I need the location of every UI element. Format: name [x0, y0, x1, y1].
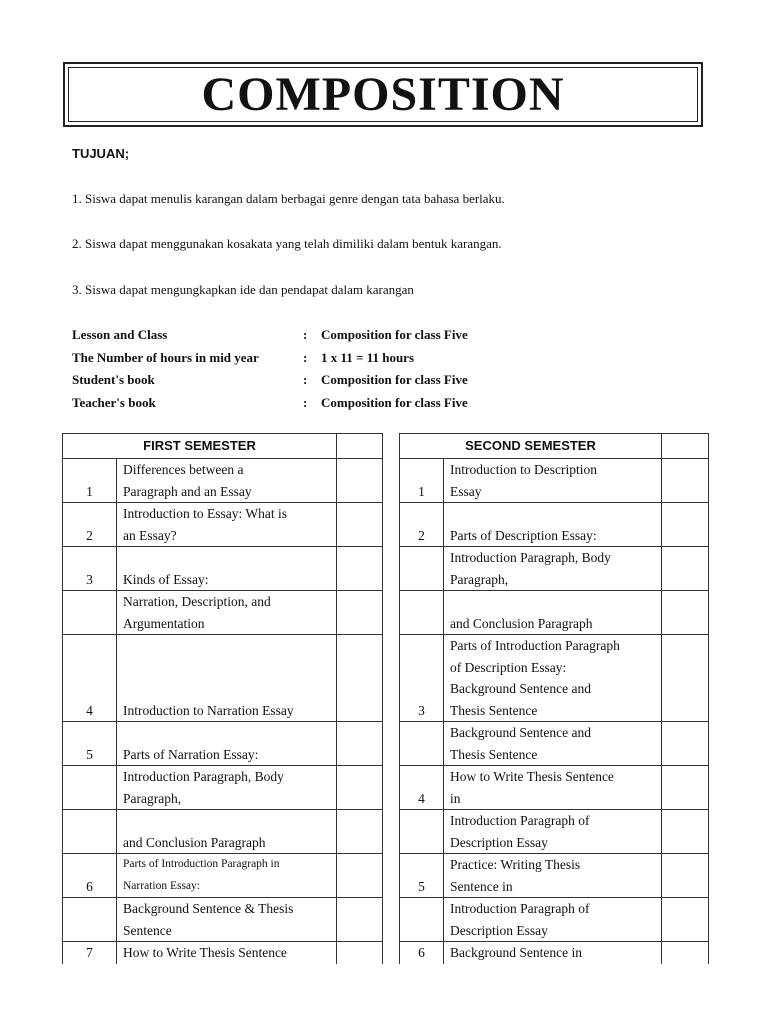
topic-line [450, 591, 655, 613]
info-value: Composition for class Five [321, 327, 468, 342]
info-value: Composition for class Five [321, 372, 468, 387]
table-row [63, 810, 383, 854]
info-colon: : [303, 395, 308, 410]
topic-line [123, 678, 330, 700]
topic-cell [117, 810, 337, 854]
blank-cell [337, 503, 383, 547]
info-colon: : [303, 327, 308, 342]
topic-line: Parts of Introduction Paragraph in [123, 858, 280, 870]
topic-cell [444, 503, 662, 547]
blank-cell [337, 942, 383, 964]
info-label: The Number of hours in mid year [72, 350, 259, 365]
table-row [400, 635, 709, 722]
objective-2: 2. Siswa dapat menggunakan kosakata yang telah dimiliki dalam bentuk karangan. [72, 236, 502, 251]
info-value: Composition for class Five [321, 395, 468, 410]
topic-cell [444, 722, 662, 766]
topic-line: Kinds of Essay: [123, 571, 209, 587]
week-number [400, 547, 444, 591]
topic-line: Sentence [123, 922, 172, 938]
topic-line: Background Sentence and [450, 725, 591, 740]
topic-line: Paragraph, [450, 571, 509, 587]
table-row [63, 503, 383, 547]
topic-line: Background Sentence and [450, 681, 591, 696]
info-value: 1 x 11 = 11 hours [321, 350, 415, 365]
topic-line: Essay [450, 483, 482, 499]
topic-cell [117, 898, 337, 942]
blank-cell [662, 854, 709, 898]
week-number: 3 [63, 547, 117, 591]
table-row [63, 898, 383, 942]
topic-line: Parts of Introduction Paragraph [450, 638, 620, 653]
week-number: 1 [63, 459, 117, 503]
table-row [63, 547, 383, 591]
topic-line: Narration, Description, and [123, 594, 271, 609]
week-number: 2 [63, 503, 117, 547]
topic-line: Introduction to Essay: What is [123, 506, 287, 521]
header-blank-cell [337, 434, 383, 459]
info-label: Lesson and Class [72, 327, 168, 342]
topic-line: Paragraph, [123, 790, 182, 806]
table-row [400, 591, 709, 635]
topic-cell [444, 766, 662, 810]
blank-cell [662, 722, 709, 766]
week-number: 5 [400, 854, 444, 898]
tujuan-label: TUJUAN; [72, 146, 130, 161]
topic-line: of Description Essay: [450, 659, 567, 675]
table-row [400, 810, 709, 854]
table-header-row [63, 434, 383, 459]
topic-cell [117, 854, 337, 898]
week-number [400, 898, 444, 942]
topic-line: Parts of Description Essay: [450, 527, 597, 543]
topic-line: Parts of Narration Essay: [123, 746, 259, 762]
blank-cell [662, 459, 709, 503]
topic-line: in [450, 790, 461, 806]
topic-line: Introduction Paragraph of [450, 813, 590, 828]
topic-cell [117, 591, 337, 635]
topic-line: Sentence in [450, 878, 513, 894]
topic-line: and Conclusion Paragraph [450, 615, 593, 631]
topic-line: Introduction to Narration Essay [123, 702, 294, 718]
topic-cell [444, 591, 662, 635]
table-row [400, 547, 709, 591]
week-number: 1 [400, 459, 444, 503]
topic-line: Differences between a [123, 462, 244, 477]
topic-cell [117, 503, 337, 547]
topic-line [123, 722, 330, 744]
table-row [63, 722, 383, 766]
topic-line: Description Essay [450, 834, 548, 850]
info-label: Teacher's book [72, 395, 156, 410]
table-row [400, 459, 709, 503]
topic-line: How to Write Thesis Sentence [450, 769, 614, 784]
topic-cell [444, 635, 662, 722]
topic-line: Thesis Sentence [450, 746, 538, 762]
week-number [63, 591, 117, 635]
table-row [63, 635, 383, 722]
week-number [400, 810, 444, 854]
topic-cell [117, 547, 337, 591]
week-number: 2 [400, 503, 444, 547]
table-row [63, 942, 383, 964]
blank-cell [337, 810, 383, 854]
table-row [63, 766, 383, 810]
topic-cell [117, 459, 337, 503]
table-row [63, 459, 383, 503]
table-row [400, 942, 709, 964]
topic-line: Introduction to Description [450, 462, 597, 477]
topic-line [123, 635, 330, 657]
topic-line: Description Essay [450, 922, 548, 938]
week-number: 4 [63, 635, 117, 722]
table-row [400, 503, 709, 547]
objective-3: 3. Siswa dapat mengungkapkan ide dan pendapat dalam karangan [72, 282, 414, 297]
table-row [400, 854, 709, 898]
info-label: Student's book [72, 372, 155, 387]
topic-line [123, 547, 330, 569]
blank-cell [337, 722, 383, 766]
second-semester-table [399, 433, 709, 964]
week-number [400, 722, 444, 766]
week-number: 5 [63, 722, 117, 766]
topic-cell [444, 547, 662, 591]
topic-line: Introduction Paragraph of [450, 901, 590, 916]
page-title: COMPOSITION [201, 67, 565, 121]
blank-cell [662, 635, 709, 722]
topic-cell [117, 722, 337, 766]
info-colon: : [303, 350, 308, 365]
topic-cell [117, 635, 337, 722]
blank-cell [337, 766, 383, 810]
topic-line [450, 503, 655, 525]
topic-cell [444, 942, 662, 964]
topic-cell [444, 810, 662, 854]
week-number [400, 591, 444, 635]
topic-line: Paragraph and an Essay [123, 483, 252, 499]
week-number: 7 [63, 942, 117, 964]
topic-line: Argumentation [123, 615, 205, 631]
blank-cell [662, 810, 709, 854]
blank-cell [337, 591, 383, 635]
second-semester-header: SECOND SEMESTER [400, 434, 662, 459]
blank-cell [662, 547, 709, 591]
blank-cell [662, 591, 709, 635]
objective-1: 1. Siswa dapat menulis karangan dalam berbagai genre dengan tata bahasa berlaku. [72, 191, 505, 206]
blank-cell [337, 854, 383, 898]
topic-cell [444, 854, 662, 898]
table-row [400, 722, 709, 766]
first-semester-body [63, 459, 383, 964]
first-semester-table [62, 433, 383, 964]
second-semester-body [400, 459, 709, 964]
week-number [63, 810, 117, 854]
table-row [400, 766, 709, 810]
blank-cell [337, 459, 383, 503]
week-number: 3 [400, 635, 444, 722]
topic-line: How to Write Thesis Sentence [123, 945, 287, 960]
topic-line: Thesis Sentence [450, 702, 538, 718]
topic-line: Practice: Writing Thesis [450, 857, 581, 872]
table-row [63, 591, 383, 635]
blank-cell [662, 503, 709, 547]
table-header-row [400, 434, 709, 459]
topic-line [123, 810, 330, 832]
topic-line: Introduction Paragraph, Body [450, 550, 611, 565]
blank-cell [662, 942, 709, 964]
table-row [63, 854, 383, 898]
topic-line: Background Sentence in [450, 945, 582, 960]
header-blank-cell [662, 434, 709, 459]
topic-cell [444, 898, 662, 942]
topic-line: and Conclusion Paragraph [123, 834, 266, 850]
week-number [63, 766, 117, 810]
topic-line [123, 657, 330, 679]
blank-cell [337, 635, 383, 722]
topic-line: Background Sentence & Thesis [123, 901, 294, 916]
week-number: 4 [400, 766, 444, 810]
blank-cell [662, 766, 709, 810]
info-colon: : [303, 372, 308, 387]
blank-cell [337, 898, 383, 942]
topic-line: an Essay? [123, 527, 177, 543]
blank-cell [337, 547, 383, 591]
title-box [63, 62, 703, 127]
topic-cell [117, 942, 337, 964]
topic-cell [444, 459, 662, 503]
topic-line: Narration Essay: [123, 879, 200, 892]
blank-cell [662, 898, 709, 942]
topic-cell [117, 766, 337, 810]
topic-line: Introduction Paragraph, Body [123, 769, 284, 784]
first-semester-header: FIRST SEMESTER [63, 434, 337, 459]
week-number [63, 898, 117, 942]
week-number: 6 [400, 942, 444, 964]
week-number: 6 [63, 854, 117, 898]
table-row [400, 898, 709, 942]
